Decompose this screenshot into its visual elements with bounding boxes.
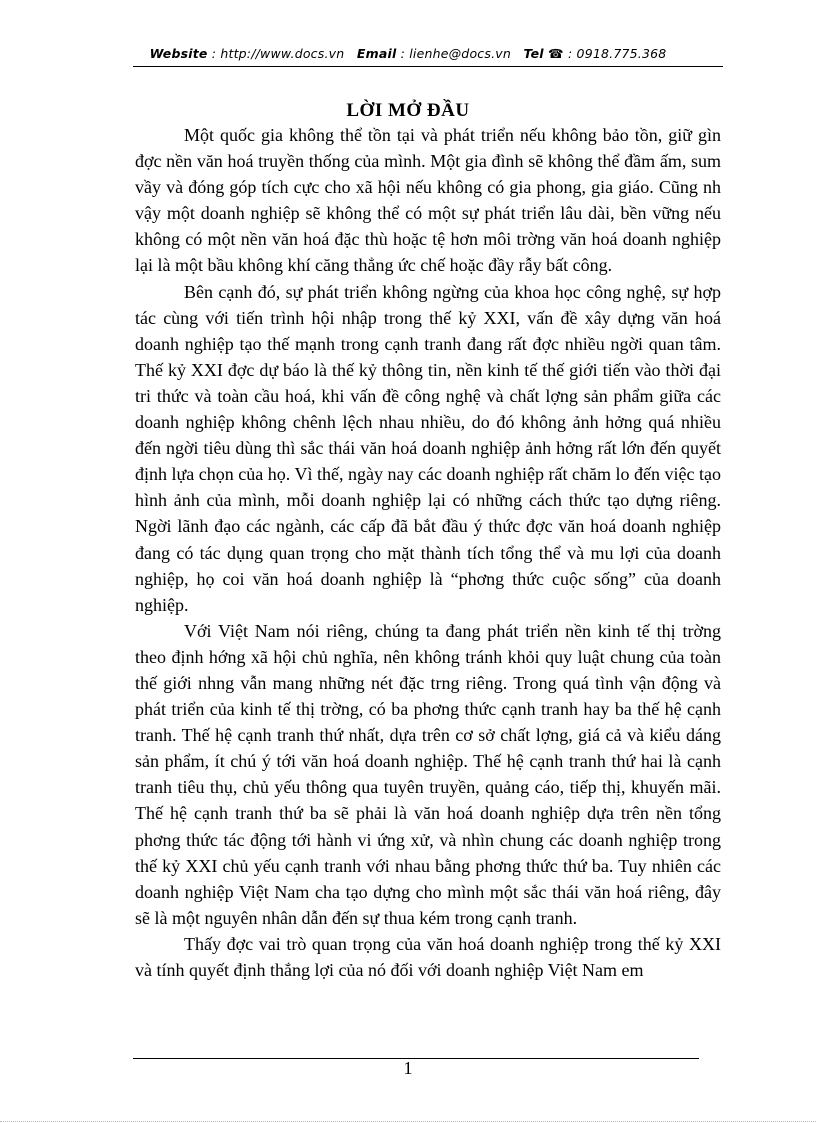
document-body xyxy=(135,122,721,983)
tel-value: : 0918.775.368 xyxy=(567,46,667,61)
paragraph: Với Việt Nam nói riêng, chúng ta đang phát triển nền kinh tế thị trờng theo định hớng xã hội chủ nghĩa, nên không tránh khỏi quy luật chung của toàn thế giới nhng vẫn mang những nét đặc trng riêng. Trong quá tình vận động và phát triển của kinh tế thị trờng, có ba phơng thức cạnh tranh hay ba thế hệ cạnh tranh. Thế hệ cạnh tranh thứ nhất, dựa trên cơ sở chất lợng, giá cả và kiểu dáng sản phẩm, ít chú ý tới văn hoá doanh nghiệp. Thế hệ cạnh tranh thứ hai là cạnh tranh tiêu thụ, chủ yếu thông qua tuyên truyền, quảng cáo, tiếp thị, khuyến mãi. Thế hệ cạnh tranh thứ ba sẽ phải là văn hoá doanh nghiệp dựa trên nền tổng phơng thức tác động tới hành vi ứng xử, và nhìn chung các doanh nghiệp trong thế kỷ XXI chủ yếu cạnh tranh với nhau bằng phơng thức thứ ba. Tuy nhiên các doanh nghiệp Việt Nam cha tạo dựng cho mình một sắc thái văn hoá riêng, đây sẽ là một nguyên nhân dẫn đến sự thua kém trong cạnh tranh. xyxy=(135,620,721,928)
email-label: Email xyxy=(356,46,397,61)
paragraph: Bên cạnh đó, sự phát triển không ngừng của khoa học công nghệ, sự hợp tác cùng với tiến trình hội nhập trong thế kỷ XXI, vấn đề xây dựng văn hoá doanh nghiệp tạo thế mạnh trong cạnh tranh đang rất đợc nhiều ngời quan tâm. Thế kỷ XXI đợc dự báo là thế kỷ thông tin, nền kinh tế thế giới tiến vào thời đại tri thức và toàn cầu hoá, khi vấn đề công nghệ và chất lợng sản phẩm giữa các doanh nghiệp không chênh lệch nhau nhiều, do đó không ảnh hởng quá nhiều đến ngời tiêu dùng thì sắc thái văn hoá doanh nghiệp ảnh hởng rất lớn đến quyết định lựa chọn của họ. Vì thế, ngày nay các doanh nghiệp rất chăm lo đến việc tạo hình ảnh của mình, mỗi doanh nghiệp lại có những cách thức tạo dựng riêng. Ngời lãnh đạo các ngành, các cấp đã bắt đầu ý thức đợc văn hoá doanh nghiệp đang có tác dụng quan trọng cho mặt thành tích tổng thể và mu lợi của doanh nghiệp, họ coi văn hoá doanh nghiệp là “phơng thức cuộc sống” của doanh nghiệp. xyxy=(135,281,721,615)
page-title: LỜI MỞ ĐẦU xyxy=(346,100,470,121)
phone-icon: ☎ xyxy=(547,46,564,61)
website-label: Website xyxy=(149,46,208,61)
header-divider xyxy=(133,66,723,67)
page-number: 1 xyxy=(403,1058,413,1078)
website-value: : http://www.docs.vn xyxy=(211,46,345,61)
paragraph: Một quốc gia không thể tồn tại và phát triển nếu không bảo tồn, giữ gìn đợc nền văn hoá truyền thống của mình. Một gia đình sẽ không thể đầm ấm, sum vầy và đóng góp tích cực cho xã hội nếu không có gia phong, gia giáo. Cũng nh vậy một doanh nghiệp sẽ không thể có một sự phát triển lâu dài, bền vững nếu không có một nền văn hoá đặc thù hoặc tệ hơn môi trờng văn hoá doanh nghiệp lại là một bầu không khí căng thẳng ức chế hoặc đầy rẫy bất công. xyxy=(135,125,721,276)
page-header xyxy=(0,46,816,61)
paragraph: Thấy đợc vai trò quan trọng của văn hoá doanh nghiệp trong thế kỷ XXI và tính quyết định thắng lợi của nó đối với doanh nghiệp Việt Nam em xyxy=(135,933,721,980)
tel-label: Tel xyxy=(523,46,544,61)
page-bottom-edge xyxy=(0,1121,816,1122)
email-value: : lienhe@docs.vn xyxy=(400,46,511,61)
